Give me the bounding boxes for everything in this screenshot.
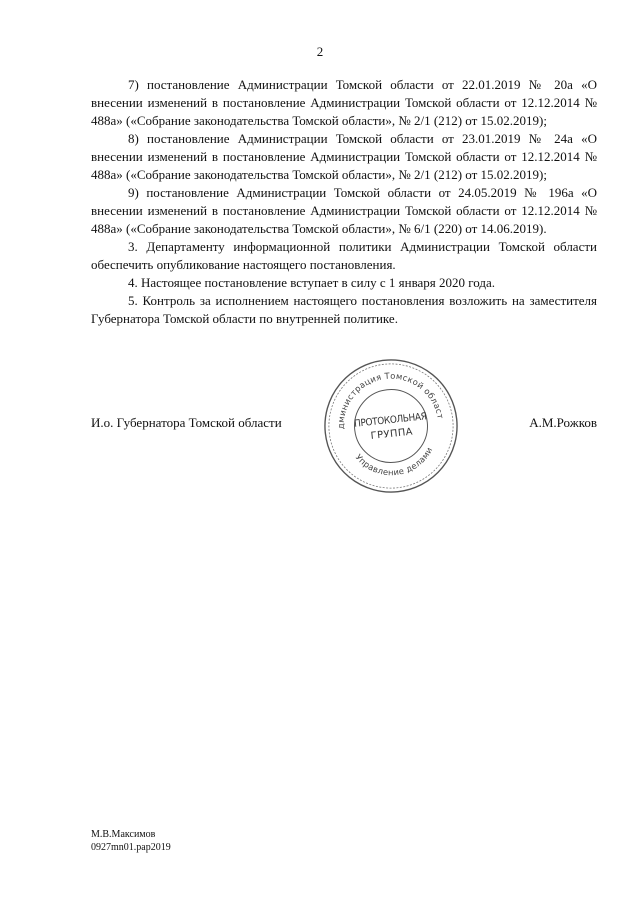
paragraph-item-8: 8) постановление Администрации Томской области от 23.01.2019 № 24а «О внесении изменений в постановление Администрации Томской области от 12.12.2014 № 488а» («Собрание законодательства Томской области», № 2/1 (212) от 15.02.2019);	[91, 131, 597, 182]
stamp-outer-bottom-text: Управление делами	[353, 445, 435, 478]
footer-author: М.В.Максимов	[91, 829, 156, 840]
paragraph-clause-3: 3. Департаменту информационной политики Администрации Томской области обеспечить опубликование настоящего постановления.	[91, 239, 597, 272]
signatory-position: И.о. Губернатора Томской области	[91, 415, 282, 430]
footer-file-code: 0927mn01.pap2019	[91, 842, 171, 853]
stamp-outer-top-text: Администрация Томской области	[335, 370, 446, 430]
paragraph-clause-4: 4. Настоящее постановление вступает в силу с 1 января 2020 года.	[128, 275, 496, 290]
document-footer	[91, 828, 171, 854]
signatory-name: А.М.Рожков	[529, 415, 597, 430]
paragraph-clause-5: 5. Контроль за исполнением настоящего постановления возложить на заместителя Губернатора Томской области по внутренней политике.	[91, 293, 597, 326]
page-number: 2	[316, 44, 324, 59]
paragraph-item-7: 7) постановление Администрации Томской области от 22.01.2019 № 20а «О внесении изменений в постановление Администрации Томской области от 12.12.2014 № 488а» («Собрание законодательства Томской области», № 2/1 (212) от 15.02.2019);	[91, 77, 597, 128]
svg-text:Управление делами	[353, 444, 437, 481]
document-body	[91, 76, 597, 328]
paragraph-item-9: 9) постановление Администрации Томской области от 24.05.2019 № 196а «О внесении изменений в постановление Администрации Томской области от 12.12.2014 № 488а» («Собрание законодательства Томской области», № 6/1 (220) от 14.06.2019).	[91, 185, 597, 236]
stamp-center-line-2: ГРУППА	[370, 426, 414, 442]
stamp-center-line-1: ПРОТОКОЛЬНАЯ	[353, 411, 428, 430]
protocol-group-stamp	[322, 357, 460, 495]
